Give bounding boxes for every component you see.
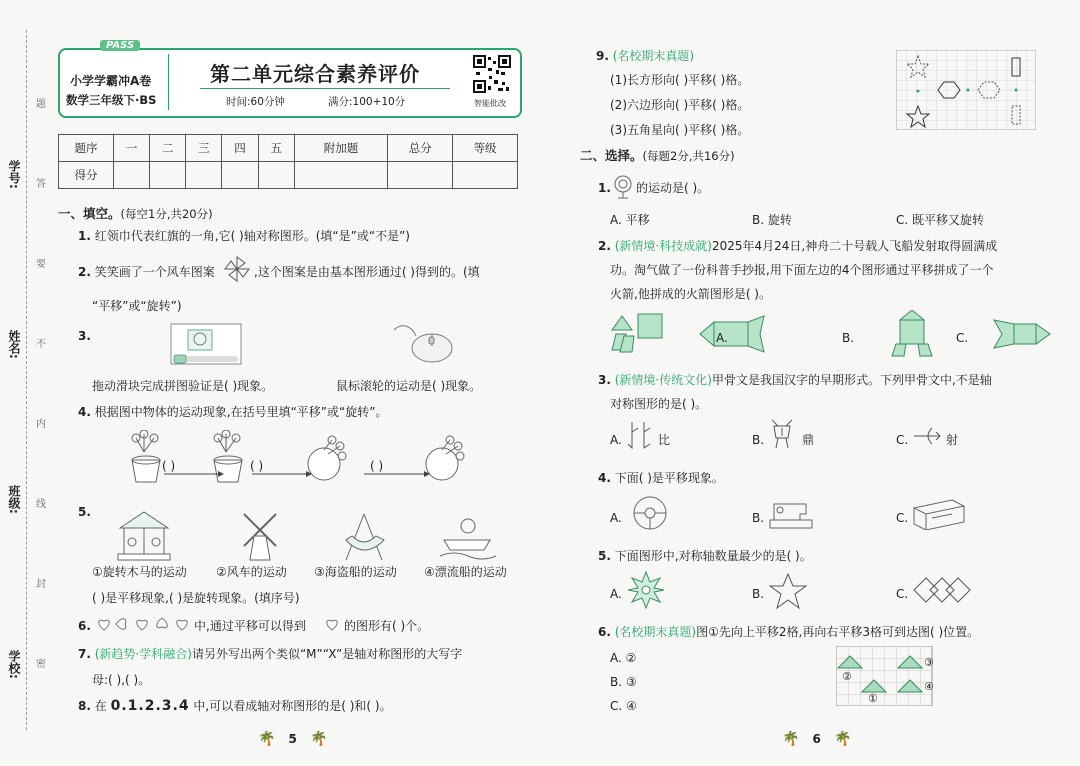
question-number: 5. — [598, 549, 611, 563]
score-label: 满分:100+10分 — [328, 96, 406, 108]
table-cell: 总分 — [388, 135, 453, 162]
question-text: 鼠标滚轮的运动是( )现象。 — [336, 379, 482, 393]
qr-caption: 智能批改 — [474, 99, 506, 108]
question-text: 的运动是( )。 — [636, 181, 710, 195]
score-cell[interactable] — [453, 162, 518, 189]
right-page — [540, 0, 1080, 766]
question-text: 甲骨文是我国汉字的早期形式。下列甲骨文中,不是轴 — [711, 373, 992, 387]
page-footer-right — [782, 728, 851, 747]
name-label: 姓名: — [7, 330, 21, 359]
question-number: 8. — [78, 699, 91, 713]
question-1 — [78, 228, 410, 244]
section-note: (每题2分,共16分) — [642, 149, 735, 163]
table-cell: 二 — [150, 135, 186, 162]
choice-question-2 — [598, 238, 997, 254]
grid-label: ④ — [924, 680, 934, 693]
question-text: (3)五角星向( )平移( )格。 — [610, 123, 750, 137]
question-4 — [78, 404, 387, 420]
question-text: 下面图形中,对称轴数量最少的是( )。 — [614, 549, 812, 563]
option-a[interactable]: A. — [716, 331, 728, 345]
lantern-icon — [612, 172, 634, 200]
question-number: 1. — [598, 181, 611, 195]
oracle-label: 鼎 — [802, 433, 815, 447]
flowerpot-sequence — [120, 430, 520, 490]
question-text: ,这个图案是由基本图形通过( )得到的。(填 — [254, 265, 480, 279]
option-b[interactable]: B. ③ — [610, 675, 637, 689]
question-number: 4. — [78, 405, 91, 419]
cut-mark: 不 — [36, 339, 46, 350]
question-text: (1)长方形向( )平移( )格。 — [610, 73, 750, 87]
question-text: 中,可以看成轴对称图形的是( )和( )。 — [193, 699, 392, 713]
question-3 — [78, 328, 91, 344]
table-cell: 等级 — [453, 135, 518, 162]
question-text: 根据图中物体的运动现象,在括号里填“平移”或“旋转”。 — [94, 405, 388, 419]
picture-caption: ③海盗船的运动 — [314, 565, 397, 579]
picture-caption: ①旋转木马的运动 — [92, 565, 187, 579]
header-box — [58, 40, 522, 118]
section-two-title — [580, 146, 735, 164]
cut-mark: 线 — [36, 499, 46, 510]
school-label: 学校: — [7, 650, 21, 679]
option-c[interactable]: C. — [896, 587, 909, 601]
qr-code-icon — [472, 54, 512, 94]
option-c[interactable]: C. — [956, 331, 969, 345]
question-text: 在 — [94, 699, 107, 713]
tree-icon: 🌴 — [258, 731, 276, 747]
tree-icon: 🌴 — [782, 731, 800, 747]
cut-mark: 答 — [36, 179, 46, 190]
question-5 — [78, 504, 91, 520]
question-number: 3. — [78, 329, 91, 343]
option-a[interactable]: A. — [610, 433, 622, 447]
table-cell: 五 — [258, 135, 294, 162]
tree-icon: 🌴 — [309, 731, 328, 747]
question-tag: (名校期末真题) — [612, 49, 695, 63]
score-table-row — [59, 162, 518, 189]
question-text: 火箭,他拼成的火箭图形是( )。 — [610, 287, 771, 301]
cut-mark: 要 — [36, 259, 46, 270]
page-title: 第二单元综合素养评价 — [210, 62, 420, 86]
heart-icon — [322, 614, 342, 634]
slider-puzzle-image — [170, 322, 242, 370]
score-cell[interactable] — [114, 162, 150, 189]
cut-mark: 题 — [36, 99, 46, 110]
table-cell: 三 — [186, 135, 222, 162]
option-c[interactable]: C. 既平移又旋转 — [896, 213, 985, 227]
binding-cut-line — [26, 30, 28, 730]
question-tag: (名校期末真题) — [614, 625, 697, 639]
option-a[interactable]: A. — [610, 511, 622, 525]
option-b[interactable]: B. — [752, 433, 765, 447]
page-number: 6 — [812, 732, 821, 746]
question-number: 2. — [598, 239, 611, 253]
score-table-header-row — [59, 135, 518, 162]
time-label: 时间:60分钟 — [226, 96, 285, 108]
table-cell: 题序 — [59, 135, 114, 162]
table-cell: 四 — [222, 135, 258, 162]
mouse-image — [392, 322, 456, 366]
question-text: 功。淘气做了一份科普手抄报,用下面左边的4个图形通过平移拼成了一个 — [610, 263, 994, 277]
option-b[interactable]: B. — [842, 331, 855, 345]
question-number: 1. — [78, 229, 91, 243]
question-text: 红领巾代表红旗的一角,它( )轴对称图形。(填“是”或“不是”) — [94, 229, 410, 243]
option-a[interactable]: A. — [610, 587, 622, 601]
answer-blank[interactable]: ( ) — [250, 459, 264, 473]
option-c[interactable]: C. — [896, 511, 909, 525]
question-tag: (新情境·科技成就) — [614, 239, 712, 253]
steering-wheel-image — [626, 494, 674, 532]
question-text: 请另外写出两个类似“M”“X”是轴对称图形的大写字 — [191, 647, 463, 661]
sewing-machine-image — [766, 494, 816, 532]
header-divider — [168, 54, 169, 110]
rocket-pieces — [610, 310, 1070, 360]
question-8 — [78, 698, 392, 714]
question-number: 4. — [598, 471, 611, 485]
oracle-label: 比 — [658, 433, 671, 447]
answer-blank[interactable]: ( ) — [162, 459, 176, 473]
score-cell[interactable] — [150, 162, 186, 189]
section-title: 一、填空。 — [58, 206, 121, 221]
choice-question-6 — [598, 624, 979, 640]
snowflake-shape — [626, 570, 666, 610]
picture-caption: ②风车的运动 — [216, 565, 287, 579]
page-number: 5 — [288, 732, 297, 746]
option-b[interactable]: B. — [752, 587, 765, 601]
picture-caption: ④漂流船的运动 — [424, 565, 507, 579]
score-cell[interactable] — [222, 162, 258, 189]
score-cell[interactable] — [294, 162, 388, 189]
question-number: 2. — [78, 265, 91, 279]
choice-question-1 — [598, 180, 611, 196]
class-label: 班级: — [7, 485, 21, 514]
question-text: 笑笑画了一个风车图案 — [94, 265, 215, 279]
answer-blank[interactable]: ( ) — [370, 459, 384, 473]
question-number: 7. — [78, 647, 91, 661]
question-number: 6. — [598, 625, 611, 639]
motion-pictures — [108, 510, 528, 562]
cut-mark: 密 — [36, 659, 46, 670]
grid-label: ② — [842, 670, 852, 683]
question-text: 对称图形的是( )。 — [610, 397, 708, 411]
option-c[interactable]: C. ④ — [610, 699, 637, 713]
section-note: (每空1分,共20分) — [120, 207, 213, 221]
score-cell[interactable] — [258, 162, 294, 189]
question-6 — [78, 618, 91, 634]
tree-icon: 🌴 — [833, 731, 852, 747]
cut-mark: 内 — [36, 419, 46, 430]
question-text: 拖动滑块完成拼图验证是( )现象。 — [92, 379, 274, 393]
option-b[interactable]: B. 旋转 — [752, 213, 792, 227]
series-name: 小学学霸冲A卷 — [70, 74, 152, 88]
question-text: 下面( )是平移现象。 — [614, 471, 724, 485]
diamond-chain-shape — [912, 574, 972, 606]
question-number: 9. — [596, 49, 609, 63]
option-b[interactable]: B. — [752, 511, 765, 525]
translation-grid — [896, 50, 1036, 130]
question-2 — [78, 264, 215, 280]
option-a[interactable]: A. ② — [610, 651, 637, 665]
score-cell[interactable] — [388, 162, 453, 189]
question-7 — [78, 646, 462, 662]
question-text: 母:( ),( )。 — [92, 673, 151, 687]
question-number: 5. — [78, 505, 91, 519]
oracle-label: 射 — [946, 433, 959, 447]
score-table — [58, 134, 518, 189]
oracle-she-glyph — [912, 424, 942, 448]
section-title: 二、选择。 — [580, 148, 643, 163]
pass-badge: PASS — [100, 40, 140, 51]
option-a[interactable]: A. 平移 — [610, 213, 650, 227]
question-text: “平移”或“旋转”) — [92, 299, 182, 313]
oracle-bi-glyph — [626, 420, 654, 450]
question-number: 3. — [598, 373, 611, 387]
grid-label: ③ — [924, 656, 934, 669]
question-9 — [596, 48, 694, 64]
pinwheel-icon — [223, 255, 251, 283]
question-tag: (新情境·传统文化) — [614, 373, 712, 387]
choice-question-5 — [598, 548, 812, 564]
title-underline — [200, 88, 450, 89]
question-tag: (新趋势·学科融合) — [94, 647, 192, 661]
score-cell[interactable] — [186, 162, 222, 189]
page-footer-left — [258, 728, 327, 747]
choice-question-4 — [598, 470, 724, 486]
star-shape — [768, 572, 808, 610]
section-one-title — [58, 204, 213, 222]
question-text: ( )是平移现象,( )是旋转现象。(填序号) — [92, 591, 300, 605]
question-text: 的图形有( )个。 — [344, 619, 430, 633]
table-cell: 附加题 — [294, 135, 388, 162]
table-cell: 一 — [114, 135, 150, 162]
oracle-ding-glyph — [768, 418, 796, 450]
cut-mark: 封 — [36, 579, 46, 590]
question-number: 6. — [78, 619, 91, 633]
table-cell: 得分 — [59, 162, 114, 189]
grade-label: 数学三年级下·BS — [66, 93, 157, 107]
option-c[interactable]: C. — [896, 433, 909, 447]
drawer-image — [912, 496, 966, 530]
student-id-label: 学号: — [7, 160, 21, 189]
digit-list: 0.1.2.3.4 — [110, 698, 190, 714]
grid-label: ① — [868, 692, 878, 705]
choice-question-3 — [598, 372, 992, 388]
question-text: 图①先向上平移2格,再向右平移3格可到达图( )位置。 — [696, 625, 980, 639]
heart-shapes-icon — [94, 614, 192, 634]
question-text: (2)六边形向( )平移( )格。 — [610, 98, 750, 112]
question-text: 中,通过平移可以得到 — [194, 619, 306, 633]
question-text: 2025年4月24日,神舟二十号载人飞船发射取得圆满成 — [711, 239, 998, 253]
